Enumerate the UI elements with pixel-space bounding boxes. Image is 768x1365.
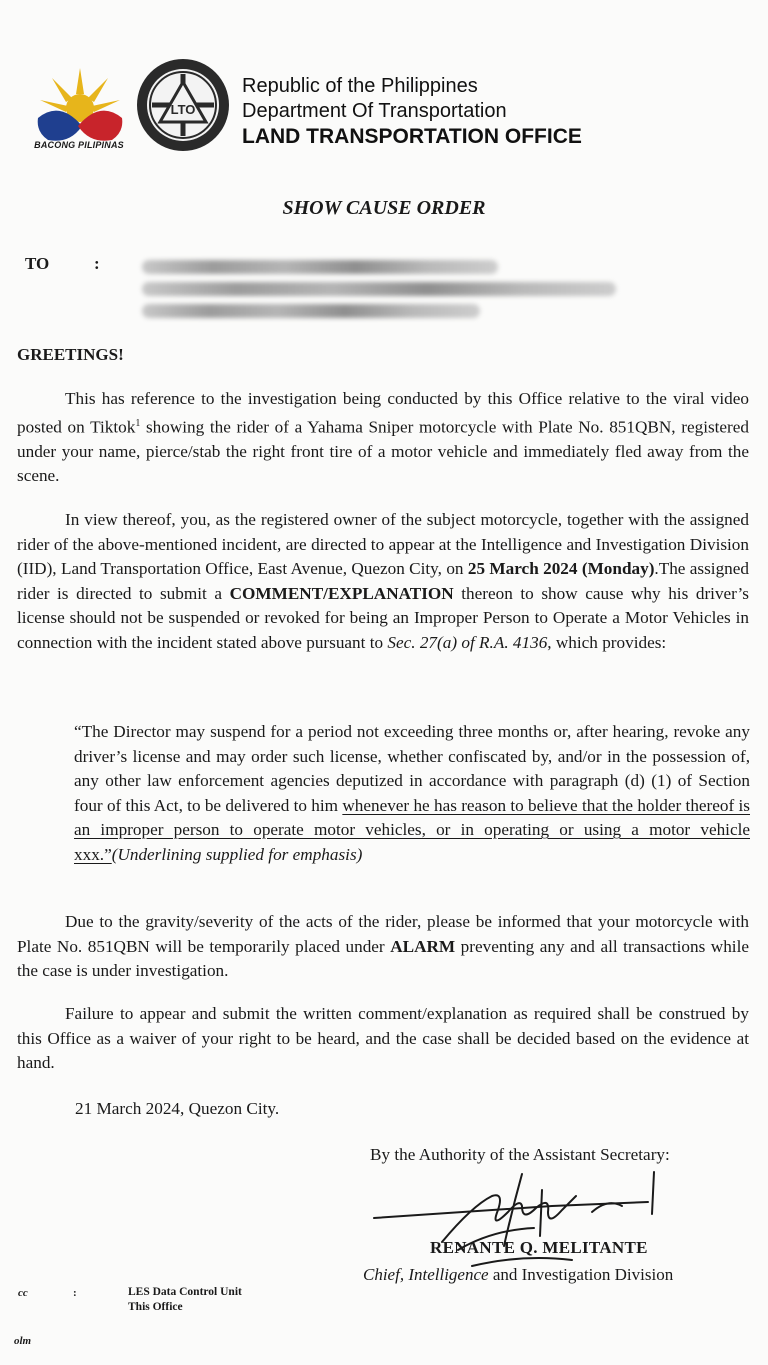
addressee-colon: : <box>94 254 100 273</box>
underlined-text: whenever he has reason to believe that the holder thereof is an improper person to operate motor vehicles, or in operating or using a motor vehicle xxx.” <box>74 795 750 864</box>
footnote-marker: 1 <box>135 417 141 429</box>
signatory-title: Chief, Intelligence and Investigation Division <box>363 1265 674 1284</box>
redacted-addressee-line <box>142 282 616 296</box>
paragraph-directive: In view thereof, you, as the registered owner of the subject motorcycle, together with the assigned rider of the above-mentioned incident, are directed to appear at the Intelligence and Investigation Division (IID), Land Transportation Office, East Avenue, Quezon City, on 25 March 2024 (Monday).The assigned rider is directed to submit a COMMENT/EXPLANATION thereon to show cause why his driver’s license should not be suspended or revoked for being an Improper Person to Operate a Motor Vehicles in connection with the incident stated above pursuant to Sec. 27(a) of R.A. 4136, which provides: <box>17 510 749 652</box>
agency-header <box>242 74 582 149</box>
greeting: GREETINGS! <box>17 345 124 364</box>
legal-citation: Sec. 27(a) of R.A. 4136 <box>387 632 548 652</box>
logo-caption: BACONG PILIPINAS <box>34 140 124 150</box>
cc-label: cc <box>18 1287 28 1299</box>
cc-recipient-unit: LES Data Control Unit <box>128 1286 242 1298</box>
redacted-addressee-address <box>142 304 480 318</box>
signatory-name: RENANTE Q. MELITANTE <box>430 1238 648 1257</box>
emphasis-note: (Underlining supplied for emphasis) <box>111 844 363 864</box>
typist-initials: olm <box>14 1335 32 1347</box>
svg-text:LTO: LTO <box>170 102 196 117</box>
redacted-addressee-name <box>142 260 498 274</box>
addressee-label: TO <box>25 254 50 273</box>
comment-explanation: COMMENT/EXPLANATION <box>229 583 454 603</box>
alarm-status: ALARM <box>390 936 456 956</box>
header-republic: Republic of the Philippines <box>242 75 478 97</box>
paragraph-reference: This has reference to the investigation being conducted by this Office relative to the viral video posted on Tiktok$^1$ showing the rider of a Yahama Sniper motorcycle with Plate No. 851QBN, registered under your name, pierce/stab the right front tire of a motor vehicle and immediately fled away from the scene. <box>17 389 750 486</box>
hearing-date: 25 March 2024 (Monday) <box>467 559 655 578</box>
date-place: 21 March 2024, Quezon City. <box>75 1099 280 1118</box>
cc-colon: : <box>73 1287 77 1299</box>
document-title: SHOW CAUSE ORDER <box>282 197 486 219</box>
header-department: Department Of Transportation <box>242 100 507 122</box>
header-office: LAND TRANSPORTATION OFFICE <box>242 125 582 148</box>
quoted-provision: “The Director may suspend for a period not exceeding three months or, after hearing, revoke any driver’s license and may order such license, whether confiscated by, and/or in the possession of, any other law enforcement agencies deputized in accordance with paragraph (d) (1) of Section four of this Act, to be delivered to him whenever he has reason to believe that the holder thereof is an improper person to operate motor vehicles, or in operating or using a motor vehicle xxx.”(Underlining supplied for emphasis) <box>74 722 750 864</box>
cc-recipients <box>128 1285 242 1315</box>
lto-seal <box>134 56 232 154</box>
authority-line: By the Authority of the Assistant Secretary: <box>370 1145 670 1164</box>
cc-recipient-office: This Office <box>128 1301 183 1313</box>
paragraph-failure: Failure to appear and submit the written comment/explanation as required shall be construed by this Office as a waiver of your right to be heard, and the case shall be decided based on the evidence at hand. <box>17 1004 749 1072</box>
paragraph-alarm: Due to the gravity/severity of the acts of the rider, please be informed that your motorcycle with Plate No. 851QBN will be temporarily placed under ALARM preventing any and all transactions while the case is under investigation. <box>17 912 749 980</box>
